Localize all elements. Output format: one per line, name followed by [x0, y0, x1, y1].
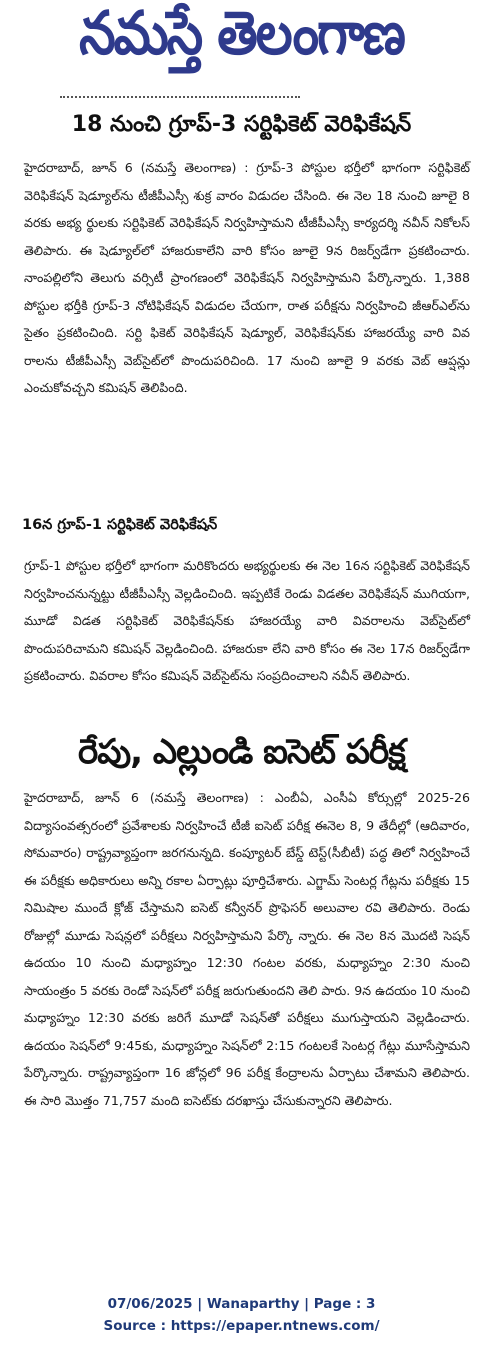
- article-2-body: హైదరాబాద్, జూన్ 6 (నమస్తే తెలంగాణ) : ఎంబీఏ, ఎంసీఏ కోర్సుల్లో 2025-26 విద్యాసంవత్సరంలో ప్రవేశాలకు నిర్వహించే టీజీ ఐసెట్ పరీక్ష ఈనెల 8, 9 తేదీల్లో (ఆదివారం, సోమవారం) రాష్ట్రవ్యాప్తంగా జరగనున్నది. కంప్యూటర్ బేస్డ్ టెస్ట్(సీబీటీ) పద్ధ తిలో నిర్వహించే ఈ పరీక్షకు అధికారులు అన్ని రకాల ఏర్పాట్లు పూర్తిచేశారు. ఎగ్జామ్ సెంటర్ల గేట్లను పరీక్షకు 15 నిమిషాల ముందే క్లోజ్ చేస్తామని ఐసెట్ కన్వీనర్ ప్రొఫెసర్ అలువాల రవి తెలిపారు. రెండు రోజుల్లో మూడు సెషన్లలో పరీక్షలు నిర్వహిస్తామని పేర్కొ న్నారు. ఈ నెల 8న మొదటి సెషన్ ఉదయం 10 నుంచి మధ్యాహ్నం 12:30 గంటల వరకు, మధ్యాహ్నం 2:30 నుంచి సాయంత్రం 5 వరకు రెండో సెషన్‌లో పరీక్ష జరుగుతుందని తెలి పారు. 9న ఉదయం 10 నుంచి మధ్యాహ్నం 12:30 వరకు జరిగే మూడో సెషన్‌తో పరీక్షలు ముగుస్తాయని వెల్లడించారు. ఉదయం సెషన్‌లో 9:45కు, మధ్యాహ్నం సెషన్‌లో 2:15 గంటలకే సెంటర్ల గేట్లు మూసేస్తామని పేర్కొన్నారు. రాష్ట్రవ్యాప్తంగా 16 జోన్లలో 96 పరీక్ష కేంద్రాలను ఏర్పాటు చేశామని తెలిపారు. ఈ సారి మొత్తం 71,757 మంది ఐసెట్‌కు దరఖాస్తు చేసుకున్నారని తెలిపారు.: [24, 790, 470, 1108]
- sub-article-body: గ్రూప్-1 పోస్టుల భర్తీలో భాగంగా మరికొందరు అభ్యర్థులకు ఈ నెల 16న సర్టిఫికెట్ వెరిఫికేషన్ నిర్వహించనున్నట్టు టీజీపీఎస్సీ వెల్లడించింది. ఇప్పటికే రెండు విడతల వెరిఫికేషన్ ముగియగా, మూడో విడత సర్టిఫికెట్ వెరిఫికేషన్‌కు హాజరయ్యే వారి వివరాలను వెబ్‌సైట్‌లో పొందుపరిచామని కమిషన్ వెల్లడించింది. హాజరుకా లేని వారి కోసం ఈ నెల 17న రిజర్వ్‌డేగా ప్రకటించారు. వివరాల కోసం కమిషన్ వెబ్‌సైట్‌ను సంప్రదించాలని నవీన్ తెలిపారు.: [24, 558, 470, 683]
- clipping-edge: [60, 96, 300, 108]
- footer-date-edition: 07/06/2025 | Wanaparthy | Page : 3: [107, 1296, 376, 1312]
- article-1-headline: 18 నుంచి గ్రూప్-3 సర్టిఫికెట్ వెరిఫికేషన్: [71, 112, 412, 137]
- footer-source-link[interactable]: Source : https://epaper.ntnews.com/: [103, 1318, 380, 1334]
- article-2-headline: రేపు, ఎల్లుండి ఐసెట్ పరీక్ష: [78, 732, 405, 772]
- newspaper-masthead: [0, 0, 483, 82]
- masthead-title: నమస్తే తెలంగాణ: [79, 0, 404, 69]
- sub-article-headline: 16న గ్రూప్-1 సర్టిఫికెట్ వెరిఫికేషన్: [22, 517, 218, 533]
- article-1-body: హైదరాబాద్, జూన్ 6 (నమస్తే తెలంగాణ) : గ్రూప్-3 పోస్టుల భర్తీలో భాగంగా సర్టిఫికెట్ వెరిఫికేషన్ షెడ్యూల్‌ను టీజీపీఎస్సీ శుక్ర వారం విడుదల చేసింది. ఈ నెల 18 నుంచి జూలై 8 వరకు అభ్య ర్థులకు సర్టిఫికెట్ వెరిఫికేషన్ నిర్వహిస్తామని టీజీపీఎస్సీ కార్యదర్శి నవీన్ నికోలస్ తెలిపారు. ఈ షెడ్యూల్‌లో హాజరుకాలేని వారి కోసం జూలై 9న రిజర్వ్‌డేగా ప్రకటించారు. నాంపల్లిలోని తెలుగు వర్సిటీ ప్రాంగణంలో వెరిఫికేషన్ నిర్వహిస్తామని పేర్కొన్నారు. 1,388 పోస్టుల భర్తీకి గ్రూప్-3 నోటిఫికేషన్ విడుదల చేయగా, రాత పరీక్షను నిర్వహించి జీఆర్‌ఎల్‌ను సైతం ప్రకటించింది. సర్టి ఫికెట్ వెరిఫికేషన్ షెడ్యూల్, వెరిఫికేషన్‌కు హాజరయ్యే వారి వివ రాలను టీజీపీఎస్సీ వెబ్‌సైట్‌లో పొందుపరిచింది. 17 నుంచి జూలై 9 వరకు వెబ్ ఆప్షన్లు ఎంచుకోవచ్చని కమిషన్ తెలిపింది.: [24, 160, 470, 395]
